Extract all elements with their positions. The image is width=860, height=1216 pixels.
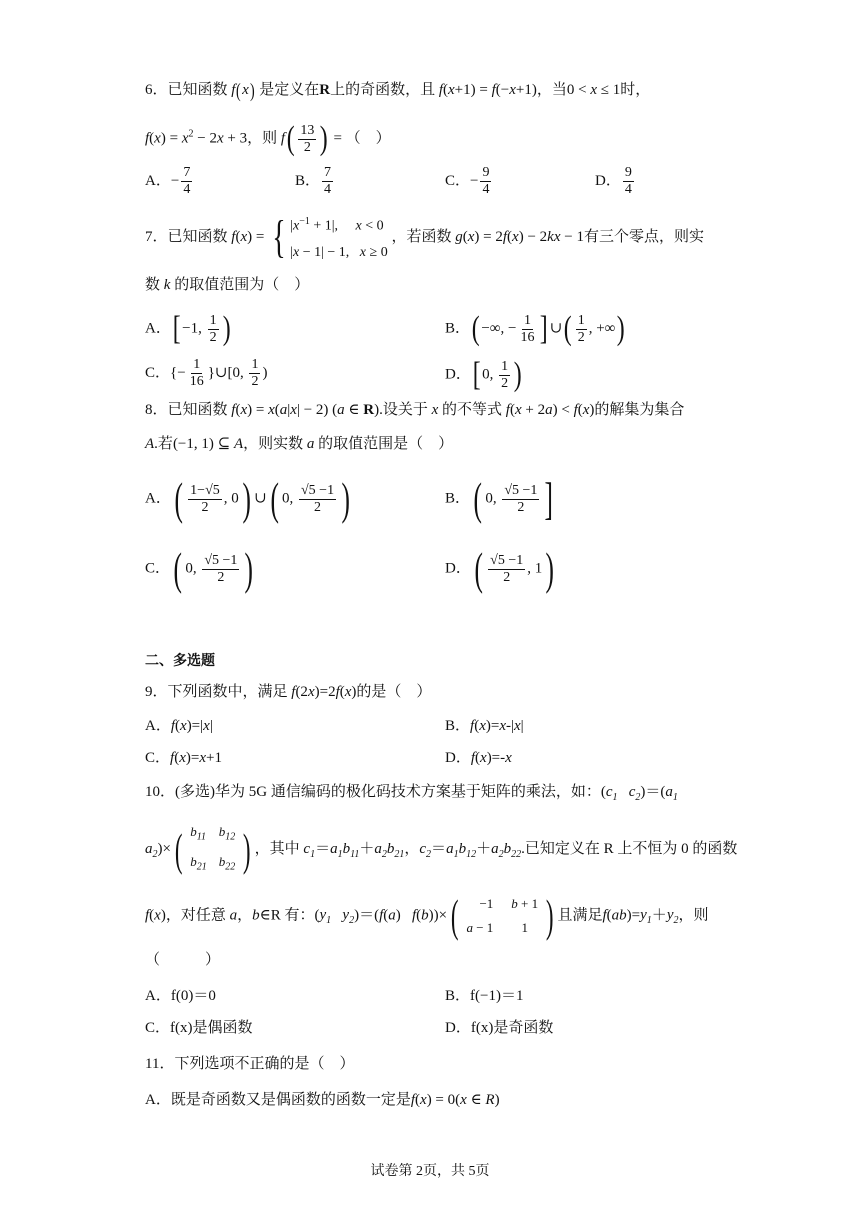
- q9-option-b[interactable]: B．f(x)=x-|x|: [445, 718, 524, 734]
- q6-option-d[interactable]: D． $\frac{9}{4}$: [595, 165, 632, 197]
- q8-option-a[interactable]: A．( $\frac{1-√5}{2}$ , 0) ∪( 0, $\frac{√5 -1}{2}$ ): [145, 473, 350, 524]
- q9-stem: 9．下列函数中，满足 f(2x)=2f(x)的是（ ）: [145, 684, 432, 700]
- q10-option-d[interactable]: D．f(x)是奇函数: [445, 1020, 554, 1036]
- q10-stem-line3: f(x)，对任意 a，b∈R 有：($y_1$ $y_2)=(f(a)$ f(b))× ( −1 b + 1 a − 1 1 ) 且满足$f(ab)=y_1+y_2$，则: [145, 890, 709, 941]
- q8-option-c[interactable]: C．( 0, $\frac{√5 -1}{2}$ ): [145, 543, 254, 594]
- q6-option-a[interactable]: A．− $\frac{7}{4}$: [145, 165, 191, 197]
- q10-option-a[interactable]: A．f(0)＝0: [145, 988, 216, 1004]
- q8-stem-line1: 8．已知函数 f(x) = x(a|x| − 2) (a ∈ R).设关于 x 的不等式 f(x + 2a) < f(x)的解集为集合: [145, 402, 685, 418]
- q7-option-b[interactable]: B．( −∞, − $\frac{1}{16}$ ] ∪( $\frac{1}{2}$ , +∞): [445, 310, 625, 347]
- q9-option-a[interactable]: A．f(x)=|x|: [145, 718, 213, 734]
- q8-stem-line2: A.若(−1, 1) ⊆ A，则实数 a 的取值范围是（ ）: [145, 436, 454, 452]
- q9-option-c[interactable]: C．f(x)=x+1: [145, 750, 222, 766]
- q7-stem-line2: 数 k 的取值范围为（ ）: [145, 277, 310, 293]
- piecewise-function: { $|x^{-1} + 1|$, x < 0 |x − 1| − 1, x ≥ 0: [272, 211, 388, 263]
- q6-option-c[interactable]: C．− $\frac{9}{4}$: [445, 165, 490, 197]
- q10-option-c[interactable]: C．f(x)是偶函数: [145, 1020, 253, 1036]
- matrix-b: ( $b_{11}$ $b_{12}$ $b_{21}$ $b_{22}$ ): [174, 823, 251, 875]
- section-heading-multiple-choice: 二、多选题: [145, 653, 215, 669]
- q10-answer-paren: （ ）: [145, 952, 221, 968]
- q8-option-b[interactable]: B．( 0, $\frac{√5 -1}{2}$ ]: [445, 473, 554, 524]
- q11-option-a[interactable]: A．既是奇函数又是偶函数的函数一定是f(x) = 0(x ∈ R): [145, 1092, 500, 1108]
- q10-stem-line2: $a_2)\times$ ( $b_{11}$ $b_{12}$ $b_{21}$ $b_{22}$ ) ，其中 $c_1=a_1b_{11}+a_2b_{21}$，$c_2=a_1b_{12}+a_2b_{22}$.已知定义在 R 上不恒为 0 的函数: [145, 822, 737, 877]
- q6-stem-line2: $f(x) = x^2 - 2x + 3$，则 f( $\frac{13}{2}$ ) = （ ）: [145, 120, 391, 157]
- q10-option-b[interactable]: B．f(−1)＝1: [445, 988, 524, 1004]
- q7-option-d[interactable]: D．[ 0, $\frac{1}{2}$ ): [445, 356, 522, 393]
- q10-stem-line1: 10．(多选)华为 5G 通信编码的极化码技术方案基于矩阵的乘法，如：($c_1$ $c_2)=(a_1$: [145, 784, 678, 803]
- q7-option-a[interactable]: A．[ −1, $\frac{1}{2}$ ): [145, 310, 231, 347]
- page-footer: 试卷第 2页，共 5页: [370, 1164, 490, 1179]
- q6-stem-line1: 6．已知函数 f(x) 是定义在R上的奇函数，且 f(x+1) = f(−x+1)，当0 < x ≤ 1时，: [145, 79, 651, 102]
- q9-option-d[interactable]: D．f(x)=-x: [445, 750, 512, 766]
- q8-option-d[interactable]: D．( $\frac{√5 -1}{2}$ , 1): [445, 543, 555, 594]
- matrix-ab: ( −1 b + 1 a − 1 1 ): [450, 890, 554, 941]
- q7-option-c[interactable]: C．{− $\frac{1}{16}$ }∪[0, $\frac{1}{2}$ ): [145, 357, 268, 389]
- q11-stem: 11．下列选项不正确的是（ ）: [145, 1056, 355, 1072]
- q7-stem-line1: 7．已知函数 f(x) = { $|x^{-1} + 1|$, x < 0 |x − 1| − 1, x ≥ 0 ，若函数 g(x) = 2f(x) − 2kx − 1有三个零点，则实: [145, 211, 704, 263]
- q6-option-b[interactable]: B． $\frac{7}{4}$: [295, 165, 332, 197]
